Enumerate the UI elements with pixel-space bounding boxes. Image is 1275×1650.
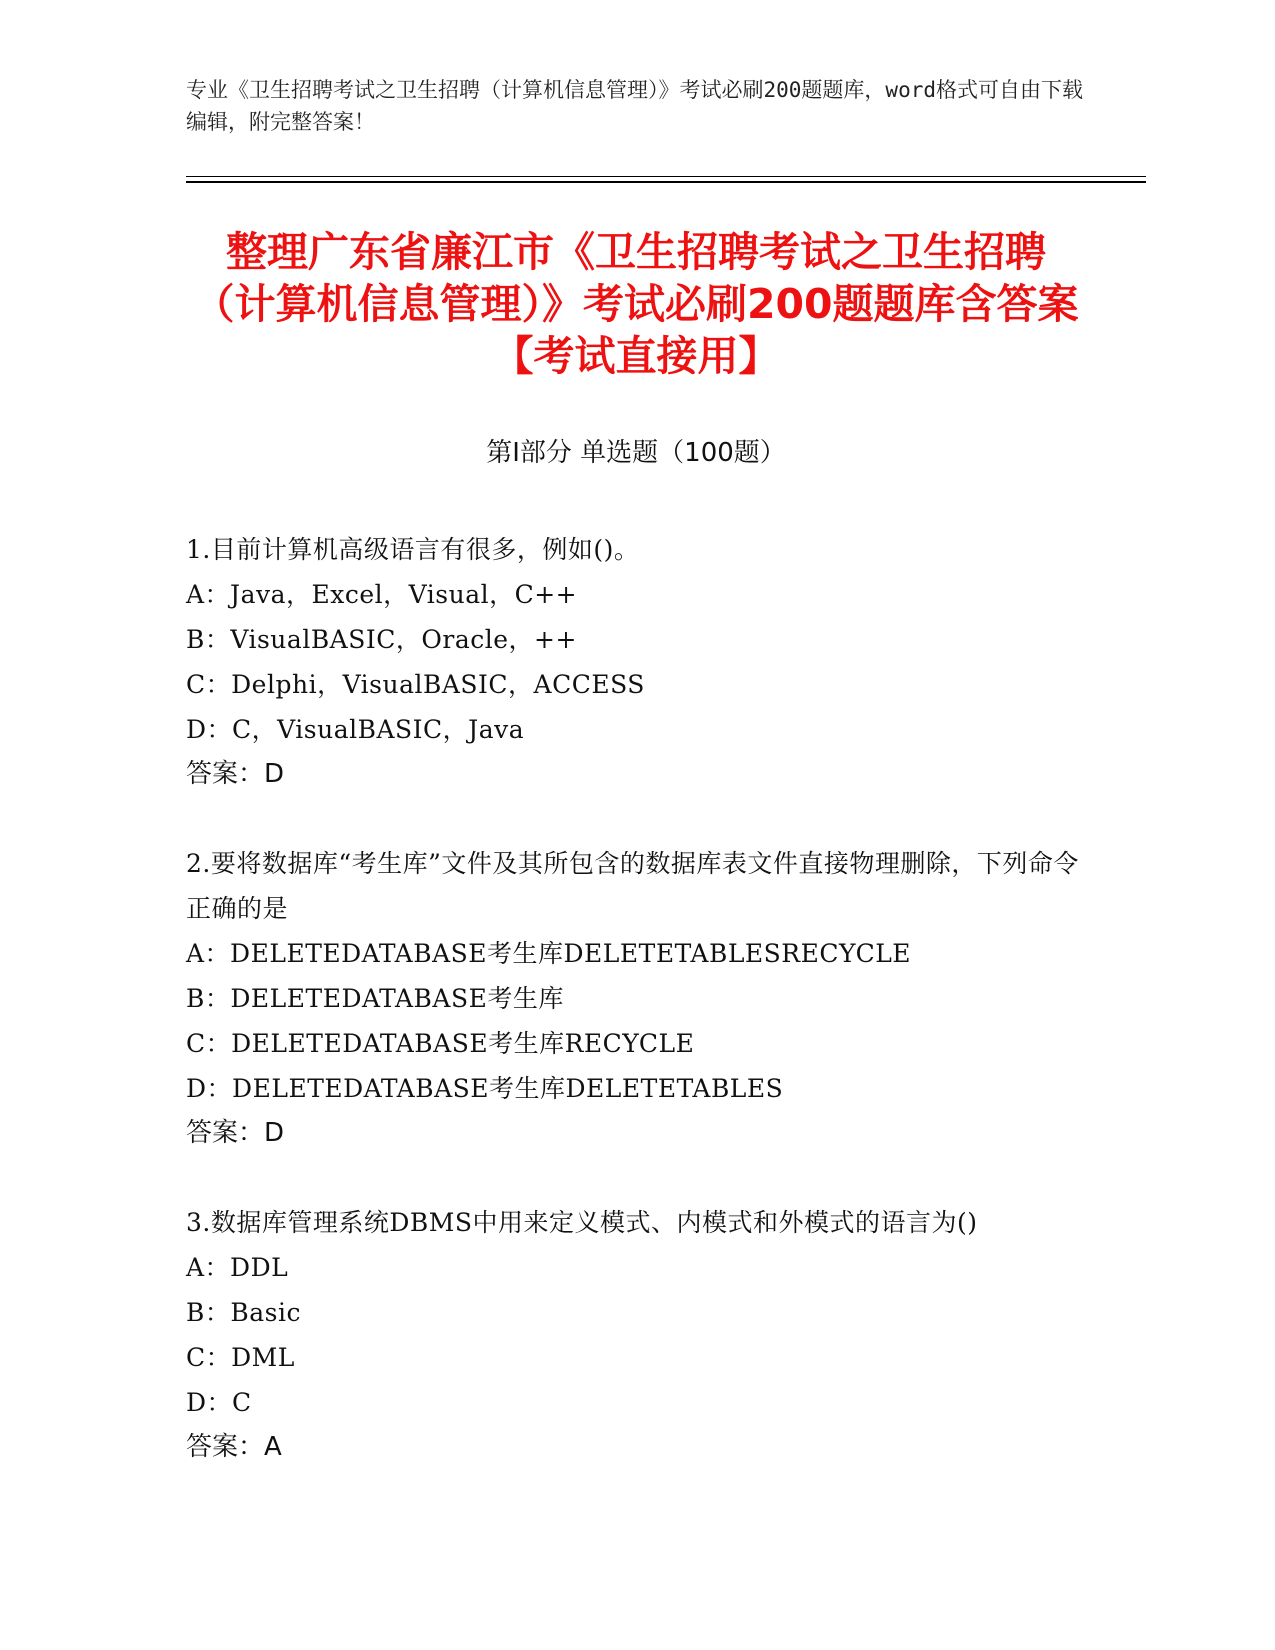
option-b: B：Basic (186, 1298, 301, 1327)
question-list (186, 527, 1086, 1514)
question-item (186, 527, 1086, 797)
option-b: B：VisualBASIC，Oracle，++ (186, 625, 577, 654)
answer: 答案：D (186, 1118, 285, 1148)
option-a: A：DELETEDATABASE考生库DELETETABLESRECYCLE (186, 939, 912, 968)
header-divider-thick (186, 181, 1146, 183)
question-text: 2.要将数据库“考生库”文件及其所包含的数据库表文件直接物理删除，下列命令正确的是 (186, 849, 1079, 923)
document-title: 整理广东省廉江市《卫生招聘考试之卫生招聘（计算机信息管理）》考试必刷200题题库含答案【考试直接用】 (193, 228, 1079, 380)
option-d: D：C，VisualBASIC，Java (186, 715, 525, 744)
option-c: C：DELETEDATABASE考生库RECYCLE (186, 1029, 695, 1058)
answer: 答案：D (186, 759, 285, 789)
option-d: D：C (186, 1388, 252, 1417)
answer: 答案：A (186, 1432, 282, 1462)
option-b: B：DELETEDATABASE考生库 (186, 984, 564, 1013)
header-divider-thin (186, 176, 1146, 177)
option-a: A：Java，Excel，Visual，C++ (186, 580, 578, 609)
option-c: C：Delphi，VisualBASIC，ACCESS (186, 670, 645, 699)
header-note: 专业《卫生招聘考试之卫生招聘（计算机信息管理）》考试必刷200题题库，word格式可自由下载编辑，附完整答案！ (186, 78, 1083, 134)
section-heading: 第Ⅰ部分 单选题（100题） (486, 438, 786, 468)
question-item (186, 1200, 1086, 1470)
question-item (186, 841, 1086, 1156)
question-text: 3.数据库管理系统DBMS中用来定义模式、内模式和外模式的语言为() (186, 1208, 978, 1237)
question-text: 1.目前计算机高级语言有很多，例如()。 (186, 535, 640, 564)
option-d: D：DELETEDATABASE考生库DELETETABLES (186, 1074, 784, 1103)
option-c: C：DML (186, 1343, 295, 1372)
option-a: A：DDL (186, 1253, 289, 1282)
